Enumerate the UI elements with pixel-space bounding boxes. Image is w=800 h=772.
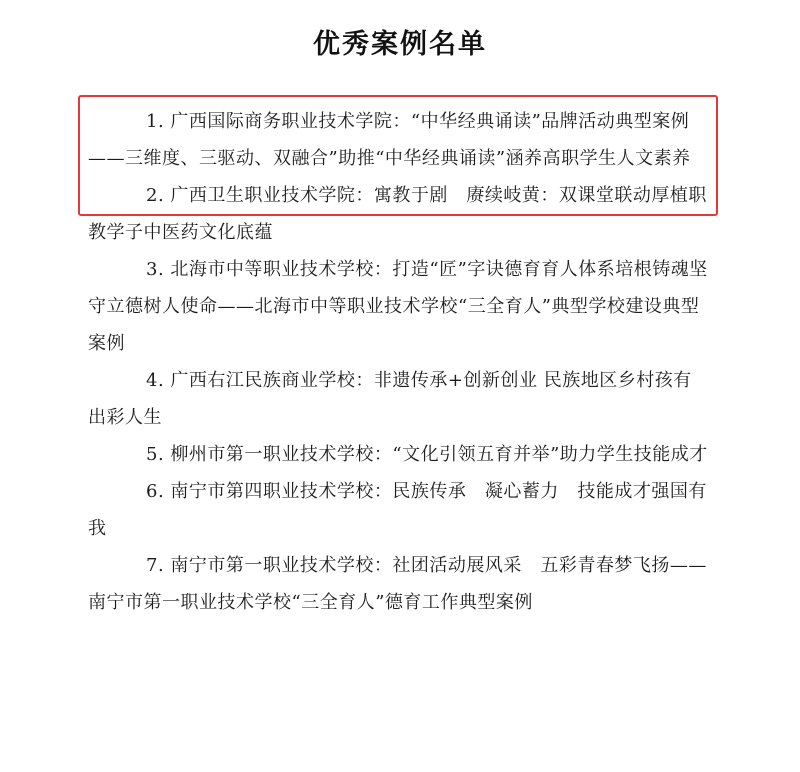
case-item-7: 7. 南宁市第一职业技术学校：社团活动展风采 五彩青春梦飞扬——南宁市第一职业技术学校“三全育人”德育工作典型案例	[88, 555, 707, 613]
case-item-4: 4. 广西右江民族商业学校：非遗传承+创新创业 民族地区乡村孩有出彩人生	[88, 370, 692, 428]
case-item-2: 2. 广西卫生职业技术学院：寓教于剧 赓续岐黄：双课堂联动厚植职教学子中医药文化底蕴	[88, 185, 707, 243]
case-item-5: 5. 柳州市第一职业技术学校：“文化引领五育并举”助力学生技能成才	[146, 444, 708, 465]
case-item-6: 6. 南宁市第四职业技术学校：民族传承 凝心蓄力 技能成才强国有我	[88, 481, 707, 539]
page-title: 优秀案例名单	[313, 29, 487, 60]
case-item-1: 1. 广西国际商务职业技术学院：“中华经典诵读”品牌活动典型案例——三维度、三驱动、双融合”助推“中华经典诵读”涵养高职学生人文素养	[88, 111, 691, 169]
case-list	[88, 103, 708, 621]
case-item-3: 3. 北海市中等职业技术学校：打造“匠”字诀德育育人体系培根铸魂坚守立德树人使命——北海市中等职业技术学校“三全育人”典型学校建设典型案例	[88, 259, 708, 354]
